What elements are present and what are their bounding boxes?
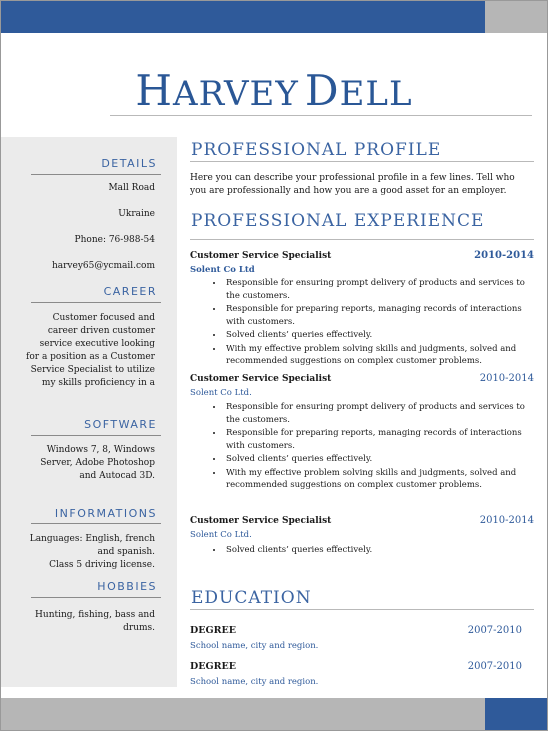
career-line: my skills proficiency in a xyxy=(41,378,155,388)
job-dates: 2010-2014 xyxy=(479,373,534,384)
job-bullet: • Responsible for ensuring prompt delivery of products and services to the customers. xyxy=(224,277,536,302)
job-bullets xyxy=(212,401,536,493)
software-divider xyxy=(31,435,161,436)
job-bullet: • Solved clients’ queries effectively. xyxy=(224,544,536,557)
career-divider xyxy=(31,302,161,303)
details-divider xyxy=(31,174,161,175)
sidebar xyxy=(0,137,177,687)
hobbies-line: Hunting, fishing, bass and xyxy=(35,610,155,620)
informations-line: Class 5 driving license. xyxy=(49,560,155,570)
software-text xyxy=(40,444,155,483)
job-title: Customer Service Specialist xyxy=(190,374,332,384)
informations-divider xyxy=(31,523,161,524)
job-bullet: • With my effective problem solving skills and judgments, solved and recommended suggestions on complex customer problems. xyxy=(224,343,536,368)
career-line: Customer focused and xyxy=(52,313,155,323)
education-dates: 2007-2010 xyxy=(467,625,522,636)
career-heading: CAREER xyxy=(103,285,157,298)
job-bullet: • Responsible for preparing reports, managing records of interactions with customers. xyxy=(224,427,536,452)
job-bullets xyxy=(212,544,536,558)
name-first-rest: ARVEY xyxy=(173,74,299,114)
top-grey-bar xyxy=(485,0,548,33)
top-blue-bar xyxy=(0,0,485,33)
job-title: Customer Service Specialist xyxy=(190,251,332,261)
informations-line: Languages: English, french xyxy=(29,534,155,544)
job-dates: 2010-2014 xyxy=(479,515,534,526)
hobbies-heading: HOBBIES xyxy=(97,580,157,593)
address-line: Mall Road xyxy=(108,183,155,193)
career-line: for a position as a Customer xyxy=(26,352,155,362)
country-line: Ukraine xyxy=(118,209,155,219)
career-line: Service Specialist to utilize xyxy=(30,365,155,375)
details-text xyxy=(52,182,155,273)
job-bullets xyxy=(212,277,536,369)
software-heading: SOFTWARE xyxy=(84,418,157,431)
name-divider xyxy=(110,115,532,116)
job-bullet: • Solved clients’ queries effectively. xyxy=(224,329,536,342)
hobbies-divider xyxy=(31,597,161,598)
hobbies-line: drums. xyxy=(123,623,155,633)
career-text xyxy=(26,312,155,390)
profile-divider xyxy=(190,161,534,162)
career-line: service executive looking xyxy=(39,339,155,349)
software-line: and Autocad 3D. xyxy=(79,471,155,481)
informations-line: and spanish. xyxy=(97,547,155,557)
email-line: harvey65@ycmail.com xyxy=(51,261,155,271)
job-company: Solent Co Ltd xyxy=(190,265,255,275)
job-bullet: • With my effective problem solving skills and judgments, solved and recommended suggestions on complex customer problems. xyxy=(224,467,536,492)
bottom-blue-bar xyxy=(485,698,548,731)
education-school: School name, city and region. xyxy=(190,641,319,651)
software-line: Server, Adobe Photoshop xyxy=(40,458,155,468)
job-bullet: • Responsible for ensuring prompt delivery of products and services to the customers. xyxy=(224,401,536,426)
software-line: Windows 7, 8, Windows xyxy=(46,445,155,455)
job-dates: 2010-2014 xyxy=(474,250,534,261)
education-divider xyxy=(190,609,534,610)
education-school: School name, city and region. xyxy=(190,677,319,687)
job-bullet: • Solved clients’ queries effectively. xyxy=(224,453,536,466)
job-title: Customer Service Specialist xyxy=(190,516,332,526)
job-company: Solent Co Ltd. xyxy=(190,388,252,398)
informations-text xyxy=(30,533,155,572)
education-dates: 2007-2010 xyxy=(467,661,522,672)
resume-name xyxy=(0,66,548,115)
education-degree: DEGREE xyxy=(190,625,236,636)
name-initial-last: D xyxy=(304,66,340,115)
job-company: Solent Co Ltd. xyxy=(190,530,252,540)
experience-divider xyxy=(190,239,534,240)
phone-line: Phone: 76-988-54 xyxy=(74,235,155,245)
bottom-grey-bar xyxy=(0,698,485,731)
hobbies-text xyxy=(35,609,155,635)
informations-heading: INFORMATIONS xyxy=(54,507,157,520)
education-degree: DEGREE xyxy=(190,661,236,672)
details-heading: DETAILS xyxy=(101,157,157,170)
name-initial-first: H xyxy=(135,66,174,115)
name-last-rest: ELL xyxy=(339,74,413,114)
experience-heading: PROFESSIONAL EXPERIENCE xyxy=(191,211,485,231)
profile-text: Here you can describe your professional profile in a few lines. Tell who you are professionally and how you are a good asset for an employer. xyxy=(190,173,515,196)
career-line: career driven customer xyxy=(47,326,155,336)
job-bullet: • Responsible for preparing reports, managing records of interactions with customers. xyxy=(224,303,536,328)
education-heading: EDUCATION xyxy=(191,588,312,608)
profile-heading: PROFESSIONAL PROFILE xyxy=(191,140,442,160)
